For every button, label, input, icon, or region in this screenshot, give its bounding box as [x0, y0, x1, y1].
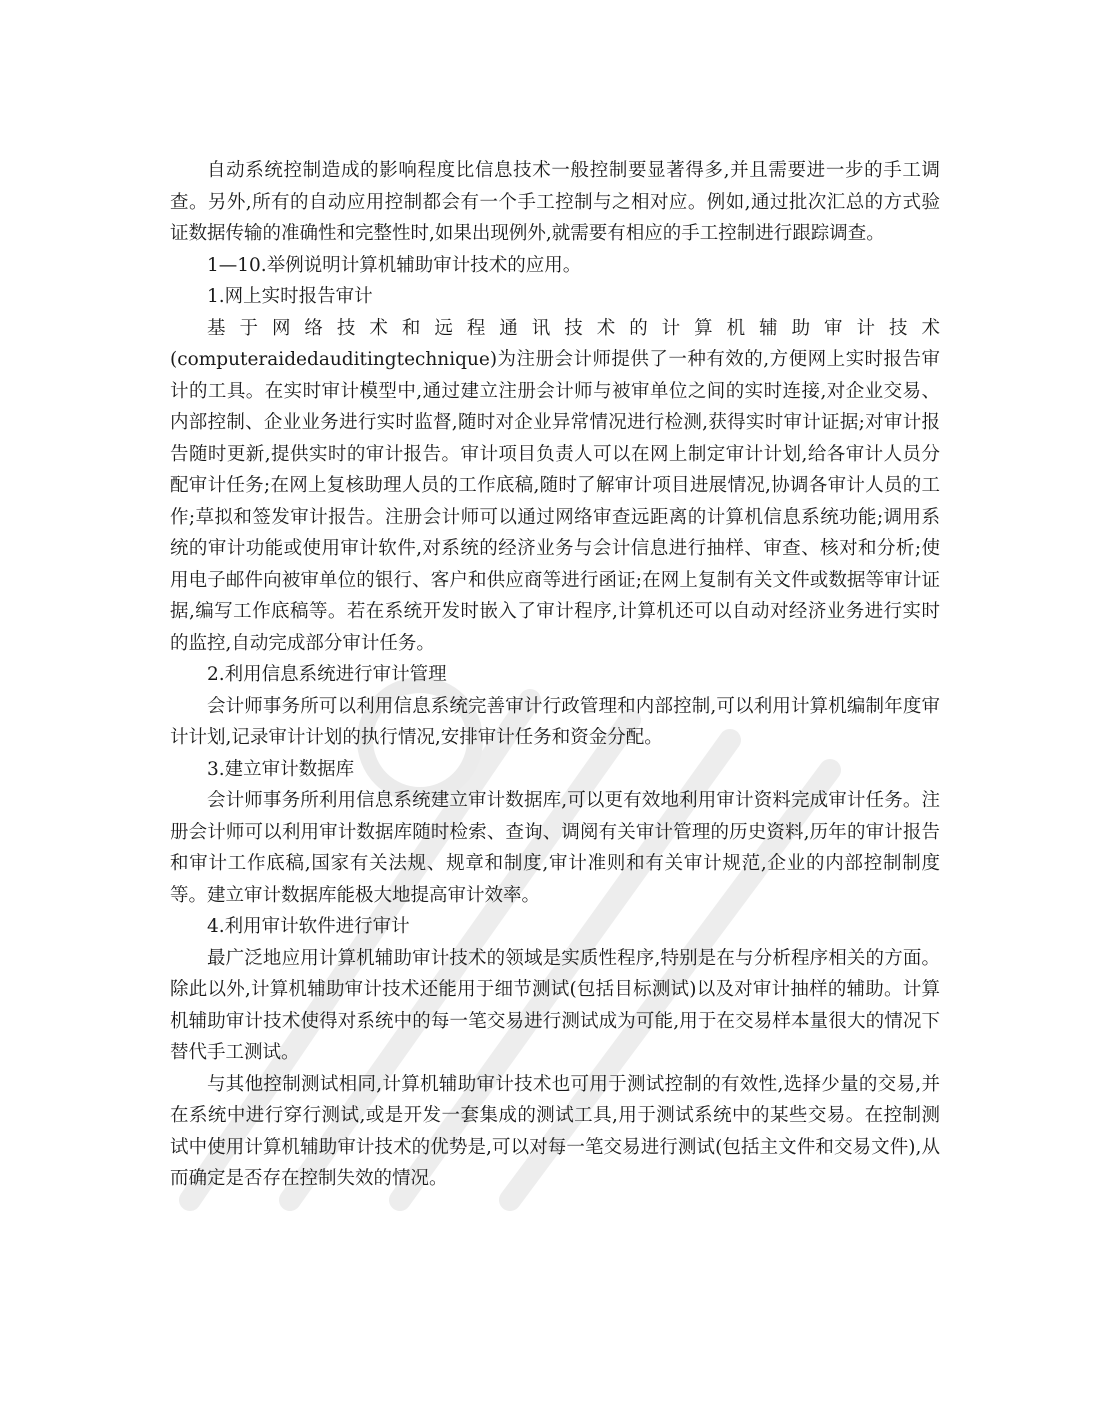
paragraph-section-3: 会计师事务所利用信息系统建立审计数据库,可以更有效地利用审计资料完成审计任务。注册会计师可以利用审计数据库随时检索、查询、调阅有关审计管理的历史资料,历年的审计报告和审计工作底稿,国家有关法规、规章和制度,审计准则和有关审计规范,企业的内部控制制度等。建立审计数据库能极大地提高审计效率。 [170, 790, 940, 906]
section-heading-1: 1.网上实时报告审计 [207, 286, 373, 307]
section-heading-4: 4.利用审计软件进行审计 [207, 916, 410, 937]
section-heading-3: 3.建立审计数据库 [207, 758, 355, 780]
section-heading-2: 2.利用信息系统进行审计管理 [207, 664, 447, 685]
paragraph-section-4a: 最广泛地应用计算机辅助审计技术的领域是实质性程序,特别是在与分析程序相关的方面。除此以外,计算机辅助审计技术还能用于细节测试(包括目标测试)以及对审计抽样的辅助。计算机辅助审计技术使得对系统中的每一笔交易进行测试成为可能,用于在交易样本量很大的情况下替代手工测试。 [170, 947, 940, 1063]
body-text [170, 155, 940, 1195]
paragraph-intro: 自动系统控制造成的影响程度比信息技术一般控制要显著得多,并且需要进一步的手工调查。另外,所有的自动应用控制都会有一个手工控制与之相对应。例如,通过批次汇总的方式验证数据传输的准确性和完整性时,如果出现例外,就需要有相应的手工控制进行跟踪调查。 [170, 160, 940, 244]
paragraph-section-4b: 与其他控制测试相同,计算机辅助审计技术也可用于测试控制的有效性,选择少量的交易,并在系统中进行穿行测试,或是开发一套集成的测试工具,用于测试系统中的某些交易。在控制测试中使用计算机辅助审计技术的优势是,可以对每一笔交易进行测试(包括主文件和交易文件),从而确定是否存在控制失效的情况。 [170, 1073, 940, 1189]
question-heading: 1—10.举例说明计算机辅助审计技术的应用。 [207, 254, 582, 276]
paragraph-section-1: 基于网络技术和远程通讯技术的计算机辅助审计技术(computeraidedauditingtechnique)为注册会计师提供了一种有效的,方便网上实时报告审计的工具。在实时审计模型中,通过建立注册会计师与被审单位之间的实时连接,对企业交易、内部控制、企业业务进行实时监督,随时对企业异常情况进行检测,获得实时审计证据;对审计报告随时更新,提供实时的审计报告。审计项目负责人可以在网上制定审计计划,给各审计人员分配审计任务;在网上复核助理人员的工作底稿,随时了解审计项目进展情况,协调各审计人员的工作;草拟和签发审计报告。注册会计师可以通过网络审查远距离的计算机信息系统功能;调用系统的审计功能或使用审计软件,对系统的经济业务与会计信息进行抽样、审查、核对和分析;使用电子邮件向被审单位的银行、客户和供应商等进行函证;在网上复制有关文件或数据等审计证据,编写工作底稿等。若在系统开发时嵌入了审计程序,计算机还可以自动对经济业务进行实时的监控,自动完成部分审计任务。 [170, 317, 940, 654]
paragraph-section-2: 会计师事务所可以利用信息系统完善审计行政管理和内部控制,可以利用计算机编制年度审计计划,记录审计计划的执行情况,安排审计任务和资金分配。 [170, 695, 940, 748]
